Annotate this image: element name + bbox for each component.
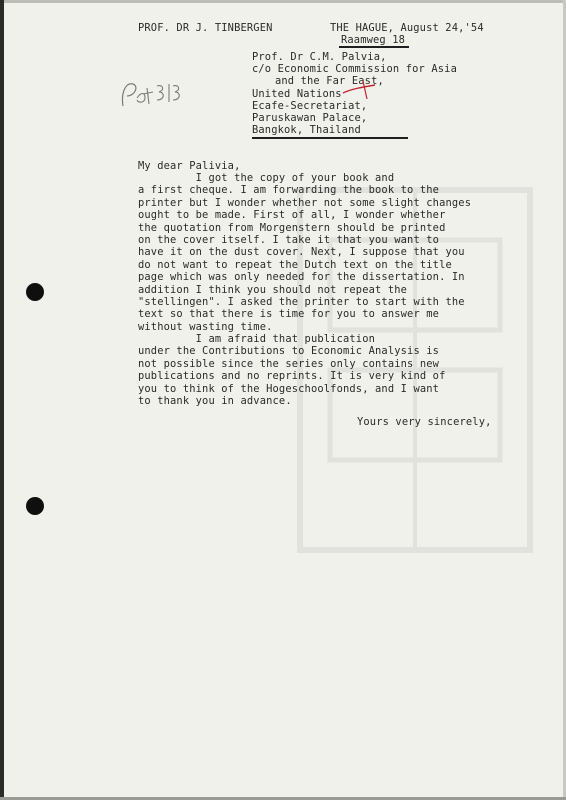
punch-hole-top: [26, 283, 44, 301]
salutation: My dear Palivia,: [138, 160, 241, 172]
body-line: have it on the dust cover. Next, I suppose that you: [138, 246, 465, 259]
recipient-line-3: and the Far East,: [275, 75, 384, 87]
body-line: you to think of the Hogeschoolfonds, and I want: [138, 382, 440, 395]
body-line: do not want to repeat the Dutch text on the title: [138, 258, 452, 271]
recipient-underline: [252, 137, 408, 139]
letter-body: [138, 172, 471, 407]
body-line: addition I think you should not repeat the: [138, 283, 408, 296]
body-line: on the cover itself. I take it that you want to: [138, 233, 440, 246]
recipient-line-6: Paruskawan Palace,: [252, 112, 368, 124]
closing: Yours very sincerely,: [357, 416, 492, 428]
body-line: I got the copy of your book and: [138, 172, 395, 184]
recipient-line-5: Ecafe-Secretariat,: [252, 100, 368, 112]
body-line: "stellingen". I asked the printer to start with the: [138, 295, 465, 308]
scan-edge-top: [0, 0, 566, 3]
body-line: publications and no reprints. It is very kind of: [138, 370, 446, 383]
handwritten-annotation: [117, 76, 187, 116]
scan-edge-left: [0, 0, 4, 800]
address-underline: [339, 46, 409, 48]
annotation-text: Pat 313: [117, 114, 122, 115]
punch-hole-bottom: [26, 497, 44, 515]
body-line: to thank you in advance.: [138, 395, 292, 408]
red-correction-mark: [341, 79, 377, 101]
body-line: ought to be made. First of all, I wonder whether: [138, 209, 446, 222]
body-line: the quotation from Morgenstern should be printed: [138, 221, 446, 234]
body-line: under the Contributions to Economic Analysis is: [138, 345, 440, 358]
body-line: text so that there is time for you to answer me: [138, 308, 440, 321]
street-address: Raamweg 18: [341, 34, 406, 46]
recipient-line-7: Bangkok, Thailand: [252, 124, 361, 136]
sender-name: PROF. DR J. TINBERGEN: [138, 22, 273, 34]
body-line: not possible since the series only contains new: [138, 357, 440, 370]
body-line: printer but I wonder whether not some slight changes: [138, 196, 472, 209]
body-line: page which was only needed for the dissertation. In: [138, 271, 465, 284]
recipient-line-2: c/o Economic Commission for Asia: [252, 63, 457, 75]
recipient-line-4: United Nations: [252, 88, 342, 100]
body-line: I am afraid that publication: [138, 333, 376, 346]
recipient-line-1: Prof. Dr C.M. Palvia,: [252, 51, 387, 63]
place-and-date: THE HAGUE, August 24,'54: [330, 22, 484, 34]
body-line: a first cheque. I am forwarding the book to the: [138, 184, 440, 197]
body-line: without wasting time.: [138, 320, 273, 333]
